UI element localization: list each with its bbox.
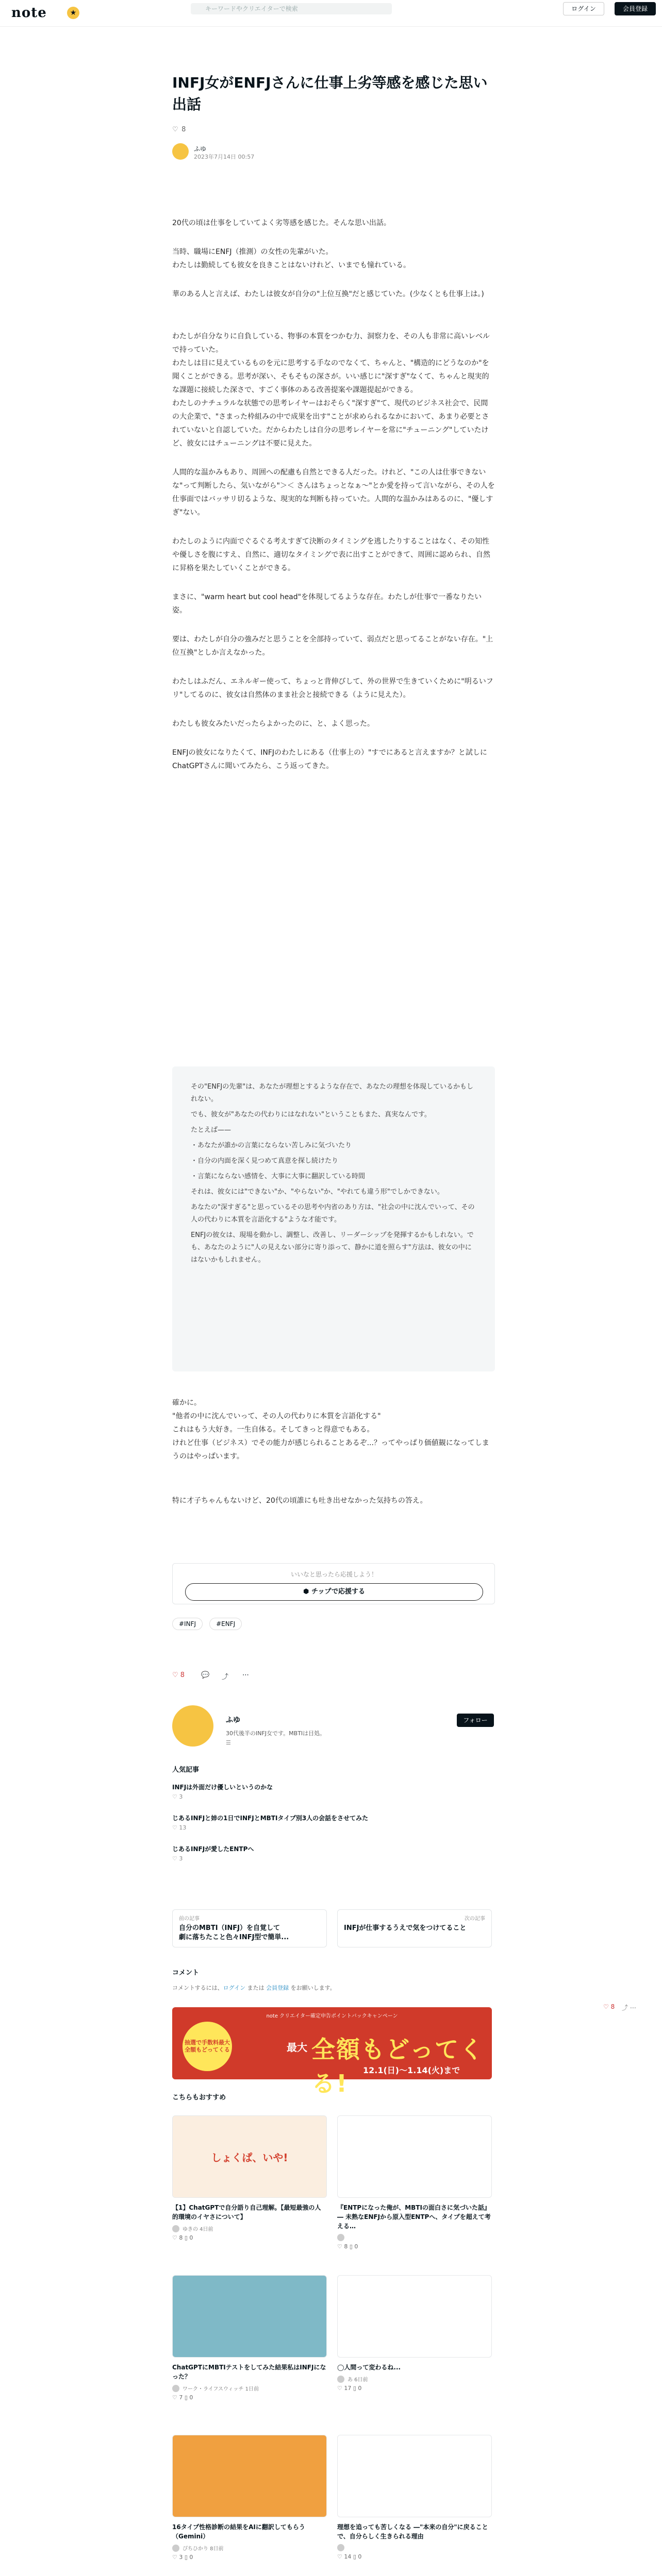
avatar xyxy=(172,2545,179,2552)
nav-kind: 次の記事 xyxy=(465,1916,485,1922)
login-link[interactable]: ログイン xyxy=(223,1985,246,1991)
card-title[interactable]: 理想を追っても苦しくなる ―"本来の自分"に戻ることで、自分らしく生きられる理由 xyxy=(337,2523,488,2540)
card-title[interactable]: ChatGPTにMBTIテストをしてみた結果私はINFJになった？ xyxy=(172,2364,326,2380)
banner-date: 12.1(日)〜1.14(火)まで xyxy=(363,2065,460,2075)
card-thumbnail[interactable] xyxy=(337,2115,492,2198)
quote-line: その"ENFJの先輩"は、あなたが理想とするような存在で、あなたの理想を体現しているかもしれない。 xyxy=(191,1083,473,1103)
support-box xyxy=(172,1563,495,1604)
quote-line: ・あなたが誰かの言葉にならない苦しみに気づいたり xyxy=(191,1142,352,1149)
card-thumbnail[interactable]: しょくぱ、いや! xyxy=(172,2115,327,2198)
card-stats xyxy=(337,2385,492,2392)
action-bar xyxy=(172,1669,495,1685)
card-author-name: ゆきの 4日前 xyxy=(183,2227,213,2232)
paragraph: 当時、職場にENFJ（推測）の女性の先輩がいた。 わたしは勤続しても彼女を良きことはないけれど、いまでも憧れている。 xyxy=(172,248,410,269)
next-article-link[interactable] xyxy=(337,1909,492,1947)
more-icon[interactable]: ⋯ xyxy=(242,1671,249,1679)
heart-icon[interactable]: ♡ xyxy=(172,2554,179,2561)
card-thumbnail[interactable] xyxy=(337,2275,492,2358)
tag[interactable]: #INFJ xyxy=(172,1618,203,1630)
card-author[interactable] xyxy=(337,2234,492,2241)
bookmark-icon[interactable]: ▯ xyxy=(351,2553,358,2560)
tip-button[interactable]: ⬢ チップで応援する xyxy=(185,1583,483,1601)
paragraph: 確かに。 "他者の中に沈んでいって、その人の代わりに本質を言語化する" これはもう大好き。一生自体る。そしてきっと得意でもある。 けれど仕事（ビジネス）でその能力が感じられることあるぞ...？ってやっぱり価値観になってしまうのはやっぱいます。 xyxy=(172,1399,489,1461)
heart-icon[interactable]: ♡ xyxy=(337,2385,344,2392)
tip-icon: ⬢ xyxy=(303,1588,311,1596)
paragraph: わたしのように内面でぐるぐる考えすぎて決断のタイミングを逃したりすることはなく、その知性や優しさを腹にすえ、自然に、適切なタイミングで表に出すことができて、周囲に認められ、自然に昇格を果たしていくことができる。 xyxy=(172,537,490,572)
paragraph: 人間的な温かみもあり、周囲への配慮も自然とできる人だった。けれど、"この人は仕事できないな"って判断したら、気いながら"＞＜ さんはちょっとなぁ～"とか愛を持って言いながら、その人を仕事面ではバッサリ切るような、現実的な判断も持っていた。人間的な温かみはあるのに、"優しすぎ"ない。 xyxy=(172,468,495,517)
avatar xyxy=(337,2234,344,2241)
quote-line: ENFJの彼女は、現場を動かし、調整し、改善し、リーダーシップを発揮するかもしれない。でも、あなたのように"人の見えない部分に寄り添って、静かに道を照らす"方法は、彼女の中にはないかもしれません。 xyxy=(191,1231,474,1264)
like-count: 3 xyxy=(179,2554,183,2561)
card-stats xyxy=(172,2394,327,2401)
card-author-name: あ 6日前 xyxy=(347,2377,368,2383)
nav-kind: 前の記事 xyxy=(179,1916,200,1922)
card-title[interactable]: ◯人間って変わるね... xyxy=(337,2364,401,2371)
nav-title: INFJが仕事するうえで気をつけてること xyxy=(344,1924,467,1932)
rss-icon[interactable]: ☰ xyxy=(226,1739,231,1746)
creator-bio: 30代後半のINFJ女です。MBTIは目処。 xyxy=(226,1730,326,1737)
author-name[interactable]: ふゆ xyxy=(194,145,207,152)
list-item[interactable]: INFJは外面だけ優しいというのかな ♡ 3 xyxy=(172,1784,273,1800)
paragraph: まさに、"warm heart but cool head"を体現してるような存在。わたしが仕事で一番なりたい姿。 xyxy=(172,593,482,615)
banner-top-text: note クリエイター確定申告ポイントバックキャンペーン xyxy=(266,2013,398,2019)
comments-heading: コメント xyxy=(172,1969,200,1977)
like-count: 14 xyxy=(344,2553,352,2560)
campaign-badge-icon[interactable]: ★ xyxy=(67,7,79,19)
card-thumbnail[interactable] xyxy=(337,2435,492,2517)
share-icon[interactable]: ⤴ xyxy=(222,1673,229,1681)
tag-list xyxy=(172,1618,246,1630)
campaign-banner[interactable] xyxy=(172,2007,492,2097)
recommend-card[interactable] xyxy=(337,2275,492,2392)
note-logo[interactable]: note xyxy=(11,5,47,21)
paragraph: 20代の頃は仕事をしていてよく劣等感を感じた。そんな思い出話。 xyxy=(172,219,391,227)
recommend-card[interactable] xyxy=(337,2435,492,2560)
card-author[interactable] xyxy=(172,2384,327,2392)
banner-sub: 最大 xyxy=(287,2041,307,2054)
card-author[interactable] xyxy=(337,2544,492,2551)
bookmark-icon[interactable]: ▯ xyxy=(351,2385,358,2392)
top-bar xyxy=(0,0,662,27)
recommend-card[interactable] xyxy=(337,2115,492,2250)
banner-main: 全額もどってくる! xyxy=(311,2036,485,2097)
card-title[interactable]: 16タイプ性格診断の結果をAIに翻訳してもらう（Gemini） xyxy=(172,2523,305,2540)
bookmark-icon[interactable]: ▯ xyxy=(183,2234,190,2241)
like-count: 8 xyxy=(179,2234,183,2241)
article-title: INFJ女がENFJさんに仕事上劣等感を感じた思い出話 xyxy=(172,74,488,113)
publish-date: 2023年7月14日 00:57 xyxy=(194,154,255,160)
list-item[interactable]: じあるINFJが愛したENTPへ ♡ 3 xyxy=(172,1845,254,1862)
card-thumbnail[interactable] xyxy=(172,2275,327,2358)
search-input[interactable]: キーワードやクリエイターで検索 xyxy=(191,3,392,14)
tag[interactable]: #ENFJ xyxy=(209,1618,242,1630)
heart-icon: ♡ xyxy=(172,126,178,133)
comment-count: 0 xyxy=(189,2234,193,2241)
like-count: 17 xyxy=(344,2385,352,2392)
comment-count: 0 xyxy=(189,2554,193,2561)
comment-count: 0 xyxy=(358,2385,362,2392)
nav-title: 自分のMBTI（INFJ）を自覚して 劇に落ちたこと色々INFJ型で簡単... xyxy=(179,1924,289,1941)
card-stats xyxy=(337,2553,492,2560)
quote-line: ・自分の内面を深く見つめて真意を探し続けたり xyxy=(191,1157,339,1165)
recommend-card[interactable] xyxy=(172,2115,327,2241)
signup-button[interactable]: 会員登録 xyxy=(615,2,656,15)
card-stats xyxy=(172,2554,327,2561)
card-author-name: ワーク・ライフスウィッチ 1日前 xyxy=(183,2386,259,2392)
avatar[interactable] xyxy=(172,143,189,160)
card-title[interactable]: 【1】ChatGPTで自分語り自己理解。【最短最強の人的環境のイヤさについて】 xyxy=(172,2204,321,2221)
bookmark-icon[interactable]: ▯ xyxy=(183,2554,190,2561)
paragraph: わたしも彼女みたいだったらよかったのに、と、よく思った。 xyxy=(172,720,374,728)
quote-line: あなたの"深すぎる"と思っているその思考や内省のあり方は、"社会の中に沈んでいって、その人の代わりに本質を言語化する"ような才能です。 xyxy=(191,1204,475,1224)
quote-line: たとえば—— xyxy=(191,1126,231,1134)
paragraph: ENFJの彼女になりたくて、INFJのわたしにある（仕事上の）"すでにあると言えますか？と試しにChatGPTさんに聞いてみたら、こう返ってきた。 xyxy=(172,749,487,770)
card-author[interactable] xyxy=(337,2375,492,2383)
avatar xyxy=(337,2544,344,2551)
like-count: 8 xyxy=(344,2243,348,2250)
card-author[interactable] xyxy=(172,2225,327,2232)
quote-line: ・言葉にならない感情を、大事に大事に翻訳している時間 xyxy=(191,1173,366,1180)
card-title[interactable]: 『ENTPになった俺が、MBTIの面白さに気づいた話』― 未熟なENFJから原入型ENTPへ、タイプを超えて考える… xyxy=(337,2204,491,2230)
comment-login-note: コメントするには、ログイン または 会員登録 をお願いします。 xyxy=(172,1985,336,1991)
paragraph: 特に才子ちゃんもないけど、20代の頃誰にも吐き出せなかった気持ちの答え。 xyxy=(172,1497,427,1505)
card-author[interactable] xyxy=(172,2544,327,2552)
list-item[interactable]: じあるINFJと姉の1日でINFJとMBTIタイプ別3人の会話をさせてみた ♡ 13 xyxy=(172,1815,369,1831)
signup-link[interactable]: 会員登録 xyxy=(266,1985,289,1991)
quote-line: それは、彼女には"できない"か、"やらない"か、"やれても違う形"でしかできない。 xyxy=(191,1188,444,1196)
chatgpt-quote-block xyxy=(172,1066,495,1371)
card-author-name: ぴちひかり 8日前 xyxy=(183,2546,224,2552)
follow-button[interactable]: フォロー xyxy=(457,1714,494,1727)
heart-icon[interactable]: ♡ xyxy=(172,2394,179,2401)
comment-icon[interactable]: 💬 xyxy=(201,1671,210,1679)
avatar xyxy=(172,2385,179,2392)
like-button[interactable]: ♡ 8 xyxy=(172,1671,185,1679)
floating-like-button[interactable]: ♡ 8 xyxy=(603,2003,615,2010)
quote-line: でも、彼女が"あなたの代わりにはなれない"ということもまた、真実なんです。 xyxy=(191,1111,431,1118)
paragraph: 要は、わたしが自分の強みだと思うことを全部持っていて、弱点だと思ってることがない存在。"上位互換"としか言えなかった。 xyxy=(172,635,493,657)
recommend-card[interactable] xyxy=(172,2435,327,2561)
recommend-heading: こちらもおすすめ xyxy=(172,2094,226,2102)
avatar xyxy=(172,2225,179,2232)
recommend-card[interactable] xyxy=(172,2275,327,2401)
prev-article-link[interactable] xyxy=(172,1909,327,1947)
bookmark-icon[interactable]: ▯ xyxy=(183,2394,190,2401)
popular-heading: 人気記事 xyxy=(172,1766,200,1774)
card-stats xyxy=(337,2243,492,2250)
article-like-count[interactable]: ♡ 8 xyxy=(172,126,186,133)
support-label: いいなと思ったら応援しよう！ xyxy=(290,1571,377,1578)
avatar[interactable] xyxy=(172,1705,213,1747)
comment-count: 0 xyxy=(189,2394,193,2401)
floating-share-icon[interactable]: ⤴ ⋯ xyxy=(622,2004,636,2011)
banner-badge: 抽選で手数料最大全額もどってくる xyxy=(183,2022,232,2071)
paragraph: 華のある人と言えば、わたしは彼女が自分の"上位互換"だと感じていた。(少なくとも仕事上は。) xyxy=(172,290,484,298)
paragraph: わたしが自分なりに自負している、物事の本質をつかむ力、洞察力を、その人も非常に高いレベルで持っていた。 わたしは目に見えているものを元に思考する手なのでなくて、ちゃんと、"構造的にどうなのか"を聞くことができる。思考が深い、そもそもの深さが。いい感じに"深すぎ"なくて、ちゃんと現実的な課題に接続した深さで、すごく事体のある改善提案や課題提起ができる。 わたしのナチュラルな状態での思考レイヤーはおそらく"深すぎ"て、現代のビジネス社会で、民間の大企業で、"さまった枠組みの中で成果を出す"ことが求められるなかにおいて、あまり必要とされていないと自認していた。だからわたしは自分の思考レイヤーを常に"チューニング"していたけど、彼女にはチューニングは不要に見えた。 xyxy=(172,332,490,448)
comment-count: 0 xyxy=(354,2243,358,2250)
comment-count: 0 xyxy=(358,2553,362,2560)
heart-icon[interactable]: ♡ xyxy=(337,2243,344,2250)
creator-name[interactable]: ふゆ xyxy=(226,1716,240,1724)
author-row[interactable] xyxy=(172,143,495,164)
bookmark-icon[interactable]: ▯ xyxy=(347,2243,355,2250)
avatar xyxy=(337,2376,344,2383)
card-thumbnail[interactable] xyxy=(172,2435,327,2517)
like-count: 7 xyxy=(179,2394,183,2401)
login-button[interactable]: ログイン xyxy=(563,2,604,15)
paragraph: わたしはふだん、エネルギー使って、ちょっと背伸びして、外の世界で生きていくために"明るいフリ"してるのに、彼女は自然体のまま社会と接続できる（ように見えた）。 xyxy=(172,677,493,699)
card-stats xyxy=(172,2234,327,2241)
heart-icon[interactable]: ♡ xyxy=(337,2553,344,2560)
heart-icon[interactable]: ♡ xyxy=(172,2234,179,2241)
